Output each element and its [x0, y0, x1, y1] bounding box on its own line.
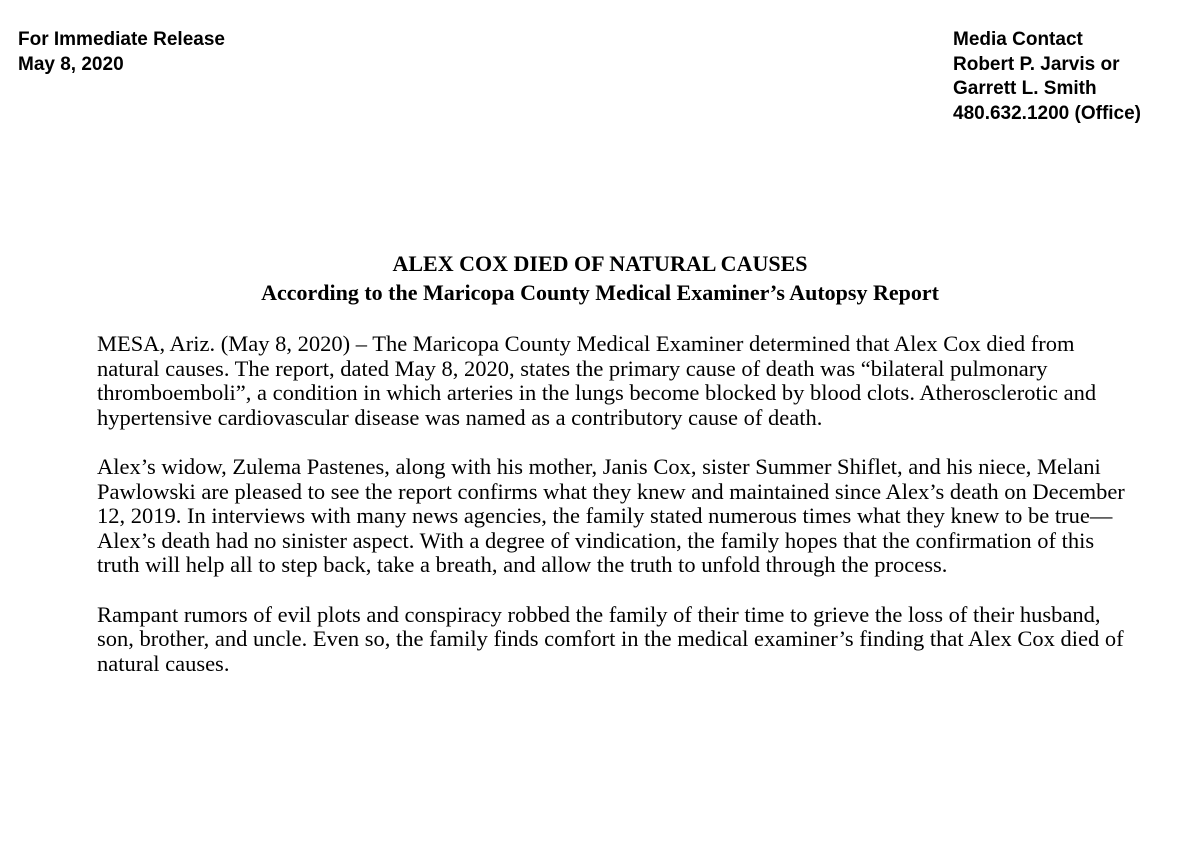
contact-phone: 480.632.1200 (Office) [953, 102, 1142, 124]
release-label: For Immediate Release [18, 29, 225, 50]
subheadline: According to the Maricopa County Medical Examiner’s Autopsy Report [261, 280, 939, 305]
body-paragraph-2: Alex’s widow, Zulema Pastenes, along with his mother, Janis Cox, sister Summer Shiflet, and his niece, Melani Pawlowski are pleased to see the report confirms what they knew and maintained since Alex’s death on December 12, 2019. In interviews with many news agencies, the family stated numerous times what they knew to be true—Alex’s death had no sinister aspect. With a degree of vindication, the family hopes that the confirmation of this truth will help all to step back, take a breath, and allow the truth to unfold through the process. [97, 453, 1125, 578]
release-date: May 8, 2020 [18, 53, 124, 75]
contact-names-line-1: Robert P. Jarvis or [953, 53, 1120, 75]
media-contact-label: Media Contact [953, 29, 1083, 50]
press-release-body [97, 332, 1127, 701]
press-release-title [0, 249, 1200, 307]
media-contact-block [953, 28, 1141, 126]
body-paragraph-1: MESA, Ariz. (May 8, 2020) – The Maricopa County Medical Examiner determined that Alex Cox died from natural causes. The report, dated May 8, 2020, states the primary cause of death was “bilateral pulmonary thromboemboli”, a condition in which arteries in the lungs become blocked by blood clots. Atherosclerotic and hypertensive cardiovascular disease was named as a contributory cause of death. [97, 331, 1097, 430]
release-info [18, 28, 225, 77]
headline: ALEX COX DIED OF NATURAL CAUSES [392, 251, 808, 276]
body-paragraph-3: Rampant rumors of evil plots and conspiracy robbed the family of their time to grieve the loss of their husband, son, brother, and uncle. Even so, the family finds comfort in the medical examiner’s finding that Alex Cox died of natural causes. [97, 601, 1124, 676]
contact-names-line-2: Garrett L. Smith [953, 78, 1097, 99]
